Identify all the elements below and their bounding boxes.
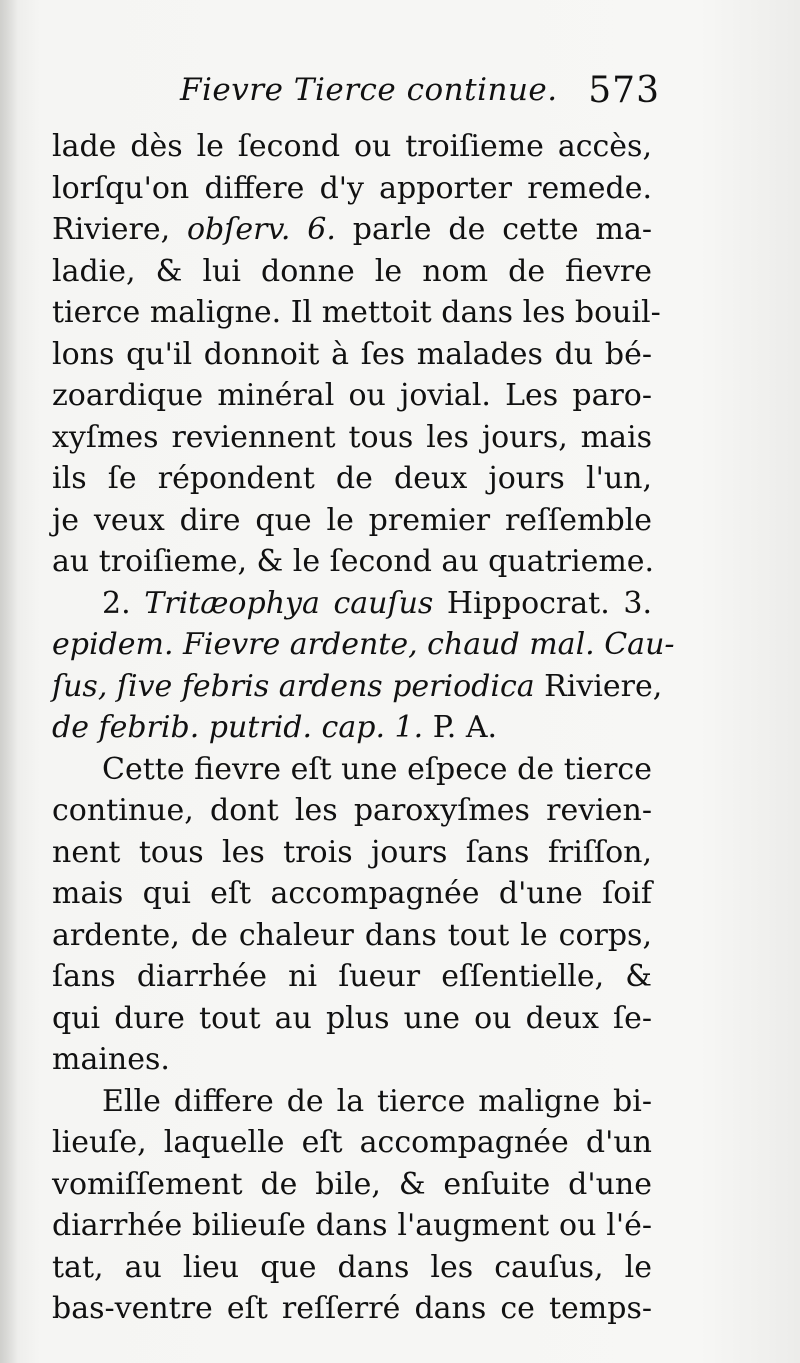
text-line (52, 1288, 652, 1330)
text-line (52, 1039, 652, 1081)
text-segment: lorſqu'on differe d'y apporter remede. (52, 170, 652, 206)
body-text (52, 126, 675, 1330)
italic-text: obſerv. 6. (186, 212, 336, 247)
text-segment: tierce maligne. Il mettoit dans les bouil- (52, 295, 661, 330)
text-line (52, 1081, 652, 1123)
text-line (52, 624, 675, 666)
text-line (52, 873, 652, 915)
text-line (52, 1122, 652, 1164)
text-segment: parle de cette ma- (335, 212, 652, 247)
text-segment: diarrhée bilieuſe dans l'augment ou l'é- (52, 1208, 652, 1243)
text-line (52, 541, 655, 583)
text-line (52, 1205, 652, 1247)
text-segment: ardente, de chaleur dans tout le corps, (52, 917, 652, 953)
text-segment: lieuſe, laquelle eſt accompagnée d'un (52, 1125, 652, 1160)
text-line (52, 1247, 652, 1289)
text-segment: bas-ventre eſt reſſerré dans ce temps- (52, 1291, 652, 1326)
text-line (52, 915, 652, 957)
text-line (52, 458, 652, 500)
text-segment: Riviere, (534, 668, 663, 704)
text-line (52, 126, 652, 168)
text-line (52, 168, 652, 210)
text-segment: maines. (52, 1042, 170, 1077)
text-segment: ladie, & lui donne le nom de fievre (52, 253, 652, 289)
text-segment: lade dès le ſecond ou troiſieme accès, (52, 129, 652, 164)
text-segment: au troiſieme, & le ſecond au quatrieme. (52, 544, 655, 579)
text-segment: P. A. (423, 710, 498, 745)
text-line (52, 707, 652, 749)
page-number: 573 (588, 70, 660, 111)
text-line (52, 417, 652, 459)
gutter-shadow (0, 0, 18, 1363)
text-line (52, 500, 652, 542)
text-line (52, 292, 661, 334)
running-head (180, 70, 660, 120)
text-segment: ſans diarrhée ni ſueur eſſentielle, & (52, 959, 652, 994)
text-segment: vomiſſement de bile, & enſuite d'une (52, 1166, 652, 1202)
text-line (52, 1164, 652, 1206)
text-line (52, 666, 663, 708)
text-segment: mais qui eſt accompagnée d'une ſoif (52, 876, 652, 911)
text-segment: je veux dire que le premier reſſemble (52, 502, 652, 538)
text-segment: ils ſe répondent de deux jours l'un, (52, 461, 652, 496)
italic-text: ſus, ſive febris ardens periodica (52, 668, 535, 704)
text-segment: xyſmes reviennent tous les jours, mais (52, 419, 652, 455)
text-line (52, 790, 652, 832)
text-line (52, 832, 652, 874)
text-segment: Riviere, (52, 212, 187, 247)
text-segment: qui dure tout au plus une ou deux ſe- (52, 1000, 652, 1036)
running-title: Fievre Tierce continue. (180, 72, 558, 108)
text-segment: nent tous les trois jours ſans friſſon, (52, 834, 652, 870)
italic-text: de febrib. putrid. cap. 1. (52, 710, 424, 745)
text-segment: Cette fievre eſt une eſpece de tierce (102, 751, 652, 787)
text-segment: zoardique minéral ou jovial. Les paro- (52, 378, 652, 413)
italic-text: Tritæophya cauſus (144, 585, 434, 621)
text-line (52, 583, 652, 625)
text-line (52, 998, 652, 1040)
text-line (52, 749, 652, 791)
text-line (52, 956, 652, 998)
text-segment: Hippocrat. 3. (433, 585, 652, 621)
text-segment: continue, dont les paroxyſmes revien- (52, 793, 652, 828)
text-line (52, 334, 652, 376)
text-segment: 2. (102, 585, 145, 621)
text-line (52, 209, 652, 251)
text-line (52, 375, 652, 417)
text-segment: lons qu'il donnoit à ſes malades du bé- (52, 336, 652, 372)
text-segment: tat, au lieu que dans les cauſus, le (52, 1249, 652, 1285)
text-segment: Elle differe de la tierce maligne bi- (102, 1083, 652, 1119)
text-line (52, 251, 652, 293)
italic-text: epidem. Fievre ardente, chaud mal. Cau- (52, 627, 675, 662)
